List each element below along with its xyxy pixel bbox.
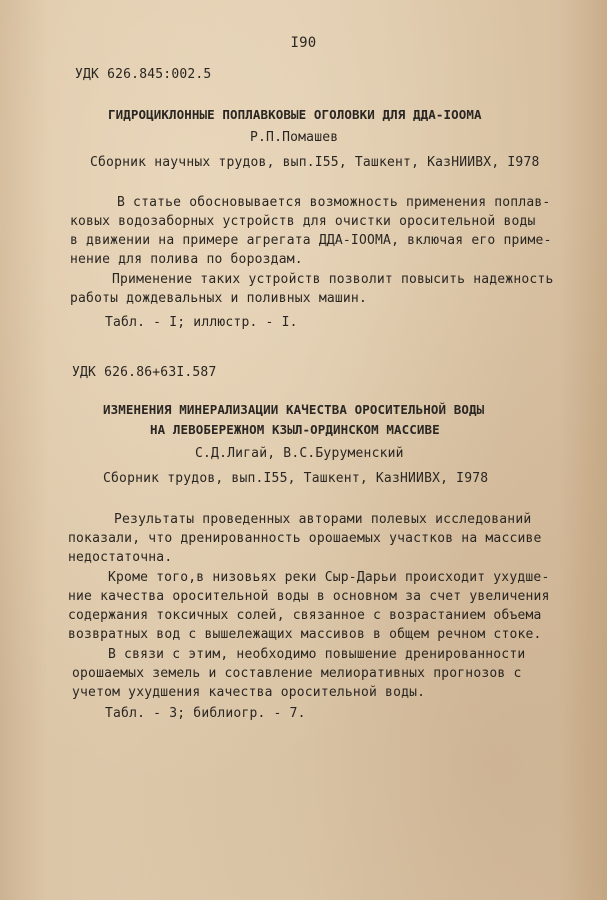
article1-source: Сборник научных трудов, вып.I55, Ташкент, КазНИИВХ, I978	[90, 155, 540, 170]
article1-text-line: в движении на примере агрегата ДДА-IOOМА, включая его приме-	[70, 233, 552, 248]
article2-text-line: недостаточна.	[68, 550, 173, 565]
article2-text-line: возвратных вод с вышележащих массивов в общем речном стоке.	[68, 627, 542, 642]
article1-udk: УДК 626.845:002.5	[75, 67, 212, 82]
article1-text-line: ковых водозаборных устройств для очистки оросительной воды	[70, 214, 536, 229]
article2-text-line: орошаемых земель и составление мелиоративных прогнозов с	[72, 666, 522, 681]
article1-text-line: Применение таких устройств позволит повысить надежность	[112, 272, 554, 287]
article2-text-line: содержания токсичных солей, связанное с возрастанием объема	[68, 608, 542, 623]
article2-authors: С.Д.Лигай, В.С.Буруменский	[195, 446, 404, 461]
article2-title-line: ИЗМЕНЕНИЯ МИНЕРАЛИЗАЦИИ КАЧЕСТВА ОРОСИТЕЛЬНОЙ ВОДЫ	[103, 402, 485, 417]
article1-author: Р.П.Помашев	[250, 130, 339, 145]
article2-text-line: Кроме того,в низовьях реки Сыр-Дарьи происходит ухудше-	[108, 570, 550, 585]
article2-udk: УДК 626.86+63I.587	[72, 365, 217, 380]
article2-text-line: показали, что дренированность орошаемых участков на массиве	[68, 531, 542, 546]
article2-title-line: НА ЛЕВОБЕРЕЖНОМ КЗЫЛ-ОРДИНСКОМ МАССИВЕ	[150, 422, 440, 437]
article1-text-line: В статье обосновывается возможность применения поплав-	[117, 195, 551, 210]
article2-text-line: В связи с этим, необходимо повышение дренированности	[108, 647, 526, 662]
article1-text-line: нение для полива по бороздам.	[70, 252, 303, 267]
article2-text-line: ние качества оросительной воды в основном за счет увеличения	[68, 589, 550, 604]
article2-source: Сборник трудов, вып.I55, Ташкент, КазНИИВХ, I978	[103, 471, 489, 486]
article1-text-line: работы дождевальных и поливных машин.	[70, 291, 367, 306]
page-number: I90	[290, 35, 317, 51]
article2-refs: Табл. - 3; библиогр. - 7.	[105, 706, 306, 721]
article1-title: ГИДРОЦИКЛОННЫЕ ПОПЛАВКОВЫЕ ОГОЛОВКИ ДЛЯ ДДА-IOOМА	[108, 107, 482, 122]
article2-text-line: учетом ухудшения качества оросительной воды.	[72, 685, 426, 700]
article1-refs: Табл. - I; иллюстр. - I.	[105, 315, 298, 330]
article2-text-line: Результаты проведенных авторами полевых исследований	[114, 512, 532, 527]
